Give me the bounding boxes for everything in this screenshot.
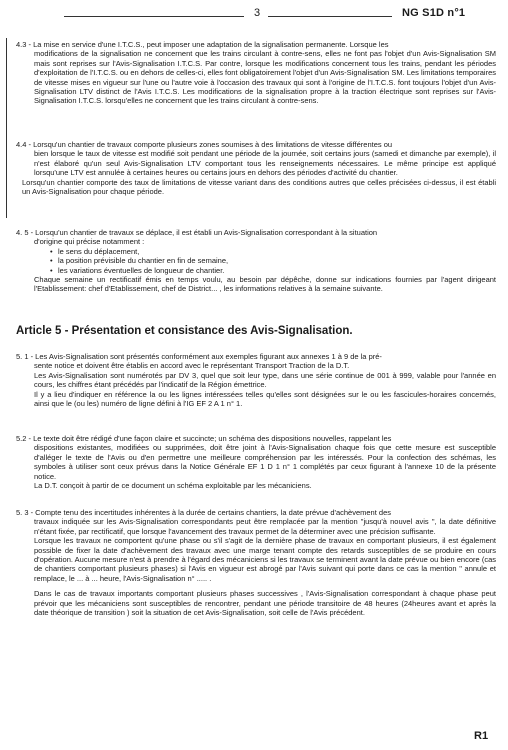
paragraph-line: 4. 5 - Lorsqu'un chantier de travaux se déplace, il est établi un Avis-Signalisation correspondant à la situation xyxy=(16,228,378,237)
paragraph-5-3 xyxy=(16,508,496,617)
paragraph-text: Chaque semaine un rectificatif émis en temps voulu, au besoin par dépêche, donne sur indications fournies par l'agent dirigeant l'Etablissement: chef d'Etablissement, chef de District... , les informations relatives à la semaine suivante. xyxy=(34,275,496,294)
header-rule-left xyxy=(64,16,244,17)
paragraph-5-2 xyxy=(16,434,496,490)
paragraph-line: 4.3 - La mise en service d'une I.T.C.S., peut imposer une adaptation de la signalisation permanente. Lorsque les xyxy=(16,40,389,49)
paragraph-text: modifications de la signalisation ne concernent que les trains circulant à contre-sens, elles ne font pas l'objet d'un Avis-Signalisation SM mais sont reprises sur l'Avis-Signalisation I.T.C.S. Par contre, lorsque les modifications concernent tous les trains, pendant les périodes d'exploitation de l'I.T.C.S. ou en dehors de celles-ci, elles font obligatoirement l'objet d'un Avis-Signalisation SM. Les limitations temporaires de vitesse mises en vigueur sur l'une ou l'autre voie à l'occasion des travaux qui sont à l'origine de l'I.T.C.S. font toujours l'objet d'un Avis-Signalisation LTV distinct de l'Avis I.T.C.S. Les modifications de la signalisation propre à la traction électrique sont reprises sur l'Avis-Signalisation I.T.C.S. lorsqu'elles ne concernent que les trains circulant à contre-sens. xyxy=(34,49,496,106)
page-mark: R1 xyxy=(474,730,489,742)
page-number: 3 xyxy=(254,7,261,19)
paragraph-line: 5. 3 - Compte tenu des incertitudes inhérentes à la durée de certains chantiers, la date prévue d'achèvement des xyxy=(16,508,391,517)
paragraph-4-3 xyxy=(16,40,496,106)
paragraph-text: dispositions existantes, modifiées ou supprimées, doit être joint à l'Avis-Signalisation chaque fois que cette mesure est susceptible d'alléger le texte de l'Avis ou d'en permettre une meilleure compréhension par les intéressés. Pour la confection des schémas, les symboles à utiliser sont ceux prévus dans la Notice Générale EF 1 D 1 n° 1 complétés par ceux figurant à l'annexe 10 de la présente notice. xyxy=(34,443,496,481)
header-rule-right xyxy=(268,16,392,17)
bullet-list xyxy=(16,247,496,275)
paragraph-text: sente notice et doivent être établis en accord avec le représentant Transport Traction de la D.T. xyxy=(34,361,350,371)
paragraph-4-4 xyxy=(16,140,496,196)
paragraph-line: 5.2 - Le texte doit être rédigé d'une façon claire et succincte; un schéma des dispositions nouvelles, rappelant les xyxy=(16,434,392,443)
list-item: • le sens du déplacement, xyxy=(58,247,496,256)
article-heading: Article 5 - Présentation et consistance des Avis-Signalisation. xyxy=(16,325,353,337)
paragraph-text: Lorsqu'un chantier comporte des taux de limitations de vitesse variant dans des conditions autres que celles précisées ci-dessus, il est établi un Avis-Signalisation pour chaque période. xyxy=(22,177,496,197)
paragraph-text: Lorsque les travaux ne comportent qu'une phase ou s'il s'agit de la dernière phase de travaux en comportant plusieurs, il est également possible de fixer la date d'achèvement des travaux avec une marge tenant compte des retards susceptibles de se produire en cours d'opération. Aucune mesure n'est à prendre à l'égard des mécaniciens si les travaux se terminent avant la date prévue ou bien encore (cas de chantiers comportant plusieurs phases) si l'Avis en vigueur est abrogé par l'Avis suivant qui porte dans ce cas la mention " annule et remplace, le ... à ... heure, l'Avis-Signalisation n° ..... . xyxy=(34,536,496,583)
paragraph-text: Il y a lieu d'indiquer en référence la ou les lignes intéressées telles qu'elles sont désignées sur le ou les fascicules-horaires concernés, ainsi que le (ou les) numéro de ligne défini à l'IG EF 2 A 1 n° 1. xyxy=(34,389,496,409)
paragraph-5-1 xyxy=(16,352,496,408)
paragraph-text: Les Avis-Signalisation sont numérotés par DV 3, quel que soit leur type, dans une série continue de 001 à 999, valable pour l'année en cours, les chiffres étant précédés par l'indicatif de la Région émettrice. xyxy=(34,370,496,390)
paragraph-text: travaux indiquée sur les Avis-Signalisation correspondants peut être remplacée par la mention "jusqu'à nouvel avis ", la date définitive n'étant fixée, par rectificatif, que lorsque l'avancement des travaux permet de la déterminer avec une précision suffisante. xyxy=(34,517,496,536)
paragraph-text: La D.T. conçoit à partir de ce document un schéma exploitable par les mécaniciens. xyxy=(34,481,312,491)
revision-bar xyxy=(6,38,7,218)
doc-code: NG S1D n°1 xyxy=(402,7,466,19)
list-item: • les variations éventuelles de longueur de chantier. xyxy=(58,266,496,275)
paragraph-text: Dans le cas de travaux importants comportant plusieurs phases successives , l'Avis-Signalisation correspondant à chaque phase peut prévoir que les mécaniciens sont susceptibles de rencontrer, pendant une période transitoire de 48 heures (24heures avant et après la date théorique de transition ) soit la situation de cet Avis-Signalisation, soit celle de l'Avis précédent. xyxy=(34,589,496,618)
paragraph-text: d'origine qui précise notamment : xyxy=(34,237,145,247)
list-item: • la position prévisible du chantier en fin de semaine, xyxy=(58,256,496,265)
paragraph-text: bien lorsque le taux de vitesse est modifié soit pendant une période de la journée, soit certains jours (samedi et dimanche par exemple), il n'est élaboré qu'un seul Avis-Signalisation LTV comportant tous les renseignements nécessaires. Le même principe est appliqué lorsqu'une LTV est annulée à certaines heures ou certains jours en dehors des périodes d'activité du chantier. xyxy=(34,149,496,178)
paragraph-line: 4.4 - Lorsqu'un chantier de travaux comporte plusieurs zones soumises à des limitations de vitesse différentes ou xyxy=(16,140,393,149)
paragraph-4-5 xyxy=(16,228,496,294)
page-header xyxy=(0,6,508,24)
paragraph-line: 5. 1 - Les Avis-Signalisation sont présentés conformément aux exemples figurant aux annexes 1 à 9 de la pré- xyxy=(16,352,382,361)
